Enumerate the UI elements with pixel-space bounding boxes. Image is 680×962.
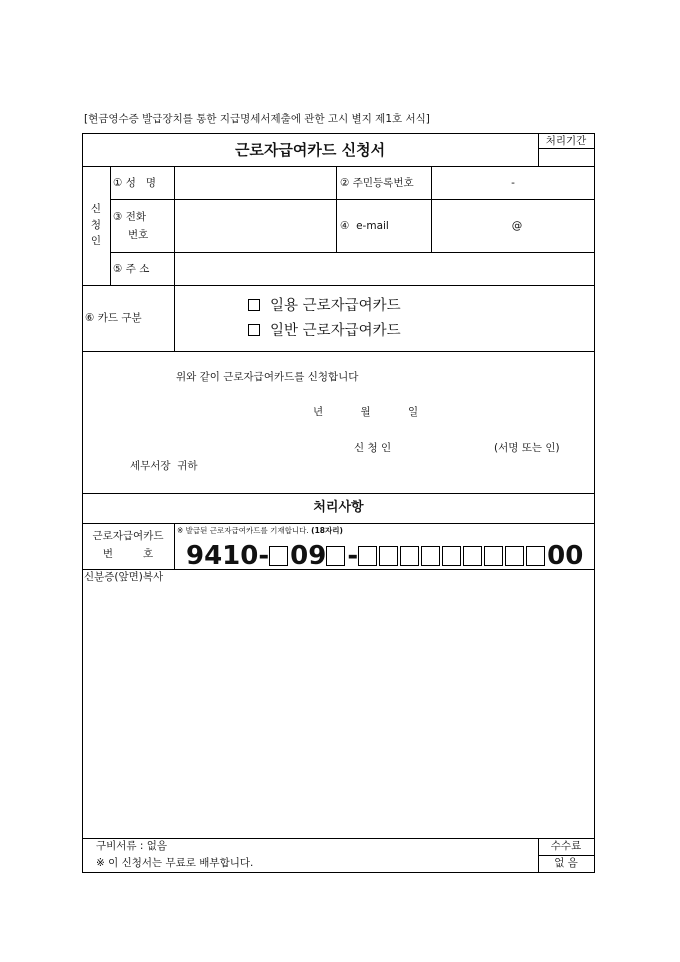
free-note: ※ 이 신청서는 무료로 배부합니다. (96, 857, 254, 869)
email-label: ④ e-mail (340, 220, 389, 232)
card-type-option-daily-label: 일용 근로자급여카드 (270, 298, 401, 314)
frame-top (82, 133, 595, 134)
row-line-title (82, 166, 595, 167)
processing-period-label: 처리기간 (545, 135, 587, 147)
id-copy-label: 신분증(앞면)복사 (84, 571, 164, 583)
name-field[interactable] (176, 168, 334, 197)
phone-label-1: ③ 전화 (113, 211, 147, 223)
row-line-idcopy (82, 838, 595, 839)
row-line-name (110, 199, 595, 200)
card-type-option-daily[interactable] (248, 297, 401, 315)
digit-box[interactable] (400, 546, 419, 566)
digit-box[interactable] (421, 546, 440, 566)
digit-box[interactable] (442, 546, 461, 566)
checkbox-regular[interactable] (248, 324, 260, 336)
mid-col-line (336, 166, 337, 252)
address-label: ⑤ 주 소 (113, 263, 150, 275)
digit-box[interactable] (526, 546, 545, 566)
signature-note: (서명 또는 인) (494, 442, 560, 454)
card-number-label-1: 근로자급여카드 (92, 530, 164, 542)
rrn-field[interactable]: - (511, 177, 515, 189)
form-reference: [현금영수증 발급장치를 통한 지급명세서제출에 관한 고시 별지 제1호 서식] (84, 113, 430, 125)
card-number-mid: 09 (290, 541, 327, 571)
applicant-col-line (110, 166, 111, 285)
fee-label: 수수료 (550, 840, 582, 852)
phone-field[interactable] (176, 201, 334, 250)
processing-header: 처리사항 (313, 500, 364, 515)
form-title: 근로자급여카드 신청서 (234, 141, 386, 159)
applicant-label-char-1: 신 (90, 203, 102, 215)
row-line-declaration (82, 493, 595, 494)
email-field[interactable]: @ (511, 220, 523, 232)
addressee: 세무서장 귀하 (130, 460, 198, 472)
declaration-statement: 위와 같이 근로자급여카드를 신청합니다 (176, 371, 359, 383)
card-number-note-digits: (18자리) (311, 526, 343, 535)
rrn-label: ② 주민등록번호 (340, 177, 414, 189)
phone-label-2: 번호 (128, 229, 149, 241)
applicant-signature-line: 신 청 인 (354, 442, 392, 454)
digit-box[interactable] (269, 546, 288, 566)
card-number-note-text: ※ 발급된 근로자급여카드를 기재합니다. (177, 526, 309, 535)
row-line-card-type (82, 351, 595, 352)
card-type-option-regular[interactable] (248, 322, 401, 340)
label-col-line (174, 166, 175, 351)
applicant-label-char-3: 인 (90, 235, 102, 247)
card-number-suffix: 00 (547, 541, 584, 571)
id-copy-area[interactable] (84, 585, 593, 835)
row-line-phone (110, 252, 595, 253)
row-line-processing (82, 523, 595, 524)
digit-box[interactable] (484, 546, 503, 566)
digit-box[interactable] (463, 546, 482, 566)
cardnum-col-line (174, 523, 175, 569)
card-type-option-regular-label: 일반 근로자급여카드 (270, 323, 401, 339)
card-number-prefix: 9410- (186, 541, 270, 571)
documents-label: 구비서류 : 없음 (96, 840, 168, 852)
name-label: ① 성 명 (113, 177, 157, 189)
processing-period-value (539, 149, 594, 165)
digit-box[interactable] (358, 546, 377, 566)
card-number-label-2: 번 호 (102, 548, 154, 560)
row-line-address (82, 285, 595, 286)
frame-bottom (82, 872, 595, 873)
fee-divider (538, 855, 594, 856)
digit-box[interactable] (326, 546, 345, 566)
checkbox-daily[interactable] (248, 299, 260, 311)
fee-value: 없 음 (554, 857, 578, 869)
address-field[interactable] (176, 254, 593, 283)
card-number-field[interactable] (186, 542, 583, 570)
digit-box[interactable] (505, 546, 524, 566)
applicant-label-char-2: 청 (90, 219, 102, 231)
card-number-note (177, 526, 343, 535)
date-line: 년 월 일 (313, 406, 419, 418)
card-type-label: ⑥ 카드 구분 (85, 312, 142, 324)
digit-box[interactable] (379, 546, 398, 566)
applicant-section-label (82, 201, 110, 249)
card-number-dash: - (347, 541, 359, 571)
